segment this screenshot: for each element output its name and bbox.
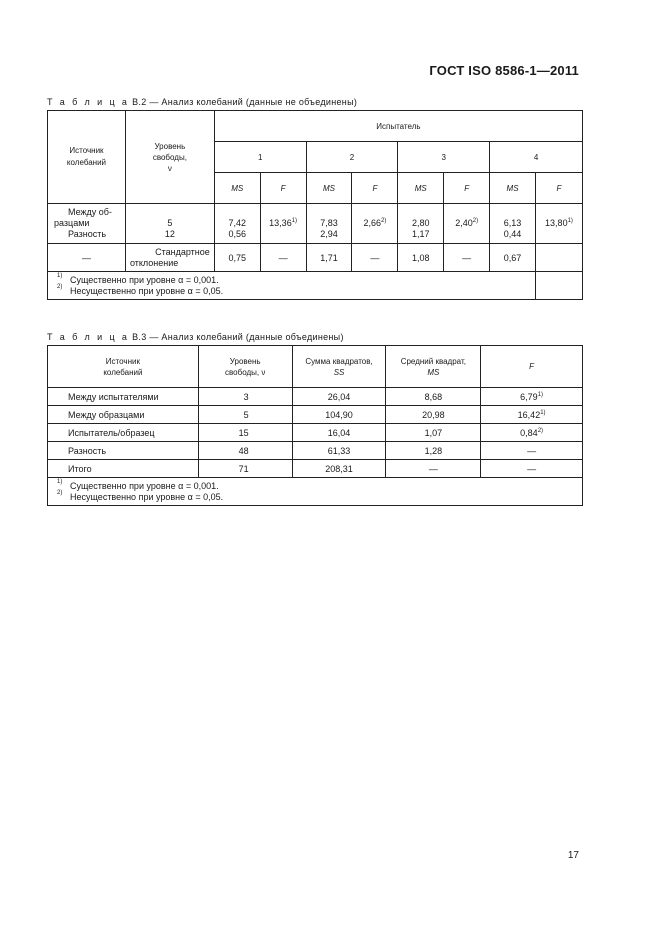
page-number: 17 [567,850,579,861]
b2-header-dof: Уровень свободы, ν [125,111,214,204]
b2-row2-t2-ms: 1,71 [306,244,352,272]
table-b3-caption-text: В.3 — Анализ колебаний (данные объединены) [132,332,344,342]
table-b3 [47,345,583,506]
b3-row-dof: 5 [198,406,292,424]
b3-header-f: F [481,346,583,388]
b2-note-2: 2) Несущественно при уровне α = 0,05. [57,283,224,296]
b2-row2-t3-f: — [444,244,490,272]
table-b2-caption-prefix: Т а б л и ц а [47,97,130,107]
b2-row2-source: — [48,244,126,272]
b2-row1-t1-f: 13,36$^{1)}$ [260,204,306,244]
b2-ms-1: MS [214,173,260,204]
b2-row1-dof: 5 12 [125,204,214,244]
b2-notes-empty-cell [535,272,582,300]
document-standard-header: ГОСТ ISO 8586-1—2011 [429,63,579,78]
b3-row-source: Итого [48,460,199,478]
b2-tester-2: 2 [306,142,398,173]
b2-row2-t1-ms: 0,75 [214,244,260,272]
table-row [48,424,583,442]
b3-row-f: 6,79$^{1)}$ [481,388,583,406]
b2-row2-dof: Стандартное отклонение [125,244,214,272]
b2-row1-t4-f: 13,80$^{1)}$ [535,204,582,244]
b3-row-dof: 71 [198,460,292,478]
b3-row-ms: 20,98 [386,406,481,424]
b3-row-dof: 3 [198,388,292,406]
b2-header-tester: Испытатель [214,111,582,142]
b2-row2-t2-f: — [352,244,398,272]
b3-header-ms: Средний квадрат, MS [386,346,481,388]
b3-row-ss: 16,04 [292,424,386,442]
table-row [48,460,583,478]
b2-ms-3: MS [398,173,444,204]
table-row [48,406,583,424]
b2-notes [48,272,536,300]
b3-row-ss: 26,04 [292,388,386,406]
b3-row-source: Испытатель/образец [48,424,199,442]
b3-row-f: — [481,460,583,478]
b2-f-1: F [260,173,306,204]
b3-row-ss: 104,90 [292,406,386,424]
table-b2 [47,110,583,300]
b2-row1-t2-ms: 7,83 2,94 [306,204,352,244]
b2-row2-t4-ms: 0,67 [490,244,536,272]
b3-row-dof: 15 [198,424,292,442]
b2-f-4: F [535,173,582,204]
b2-row1-t3-f: 2,40$^{2)}$ [444,204,490,244]
b2-row1-source: Между об- разцами Разность [48,204,126,244]
b3-row-source: Разность [48,442,199,460]
b3-notes [48,478,583,506]
b3-row-f: 0,84$^{2)}$ [481,424,583,442]
table-b3-caption [47,332,344,342]
b3-row-dof: 48 [198,442,292,460]
table-row [48,442,583,460]
b3-row-f: — [481,442,583,460]
b2-row2-t3-ms: 1,08 [398,244,444,272]
b2-row1-t1-ms: 7,42 0,56 [214,204,260,244]
table-row [48,244,583,272]
b2-ms-4: MS [490,173,536,204]
table-notes-row [48,478,583,506]
b3-row-source: Между испытателями [48,388,199,406]
b2-row1-t4-ms: 6,13 0,44 [490,204,536,244]
b2-row2-t4-f-empty [535,244,582,272]
b3-header-ss: Сумма квадратов, SS [292,346,386,388]
b2-header-source: Источник колебаний [48,111,126,204]
b3-row-ms: 8,68 [386,388,481,406]
table-row [48,204,583,244]
b3-row-ss: 208,31 [292,460,386,478]
table-b2-caption-text: В.2 — Анализ колебаний (данные не объединены) [132,97,358,107]
b3-row-ms: 1,28 [386,442,481,460]
table-notes-row [48,272,583,300]
b3-header-dof: Уровень свободы, ν [198,346,292,388]
b2-row1-t2-f: 2,66$^{2)}$ [352,204,398,244]
table-b2-caption [47,97,357,107]
b2-tester-1: 1 [214,142,306,173]
b2-tester-4: 4 [490,142,583,173]
b2-f-3: F [444,173,490,204]
b3-row-f: 16,42$^{1)}$ [481,406,583,424]
b2-row1-t3-ms: 2,80 1,17 [398,204,444,244]
b2-ms-2: MS [306,173,352,204]
b2-tester-3: 3 [398,142,490,173]
b3-note-1: 1) Существенно при уровне α = 0,001. [57,478,219,491]
b3-header-source: Источник колебаний [48,346,199,388]
b2-f-2: F [352,173,398,204]
b3-row-ss: 61,33 [292,442,386,460]
b3-row-source: Между образцами [48,406,199,424]
b2-note-1: 1) Существенно при уровне α = 0,001. [57,272,219,285]
b2-row2-t1-f: — [260,244,306,272]
b3-row-ms: — [386,460,481,478]
b3-row-ms: 1,07 [386,424,481,442]
table-row [48,388,583,406]
b3-note-2: 2) Несущественно при уровне α = 0,05. [57,489,224,502]
table-b3-caption-prefix: Т а б л и ц а [47,332,130,342]
